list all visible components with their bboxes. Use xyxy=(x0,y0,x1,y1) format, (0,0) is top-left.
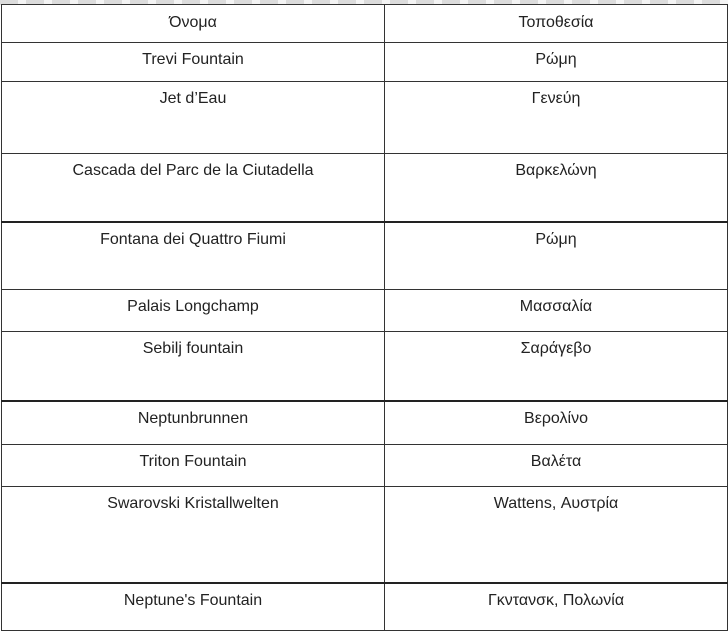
header-row xyxy=(2,5,728,43)
location-cell: Σαράγεβο xyxy=(385,332,728,401)
fountains-table xyxy=(1,4,728,631)
name-cell: Sebilj fountain xyxy=(2,332,385,401)
name-cell: Cascada del Parc de la Ciutadella xyxy=(2,154,385,222)
name-cell: Swarovski Kristallwelten xyxy=(2,487,385,583)
table-row xyxy=(2,222,728,290)
table-row xyxy=(2,154,728,222)
location-cell: Μασσαλία xyxy=(385,290,728,332)
table-row xyxy=(2,583,728,631)
name-cell: Fontana dei Quattro Fiumi xyxy=(2,222,385,290)
table-row xyxy=(2,290,728,332)
location-cell: Βερολίνο xyxy=(385,401,728,445)
name-cell: Jet d’Eau xyxy=(2,82,385,154)
name-cell: Neptune's Fountain xyxy=(2,583,385,631)
name-cell: Triton Fountain xyxy=(2,445,385,487)
location-cell: Wattens, Αυστρία xyxy=(385,487,728,583)
column-header-name: Όνομα xyxy=(2,5,385,43)
table-row xyxy=(2,401,728,445)
location-cell: Βαλέτα xyxy=(385,445,728,487)
name-cell: Trevi Fountain xyxy=(2,43,385,82)
name-cell: Palais Longchamp xyxy=(2,290,385,332)
table-row xyxy=(2,445,728,487)
column-header-location: Τοποθεσία xyxy=(385,5,728,43)
table-row xyxy=(2,487,728,583)
table-row xyxy=(2,43,728,82)
location-cell: Βαρκελώνη xyxy=(385,154,728,222)
name-cell: Neptunbrunnen xyxy=(2,401,385,445)
location-cell: Γκντανσκ, Πολωνία xyxy=(385,583,728,631)
location-cell: Γενεύη xyxy=(385,82,728,154)
table-row xyxy=(2,82,728,154)
location-cell: Ρώμη xyxy=(385,43,728,82)
table-row xyxy=(2,332,728,401)
location-cell: Ρώμη xyxy=(385,222,728,290)
